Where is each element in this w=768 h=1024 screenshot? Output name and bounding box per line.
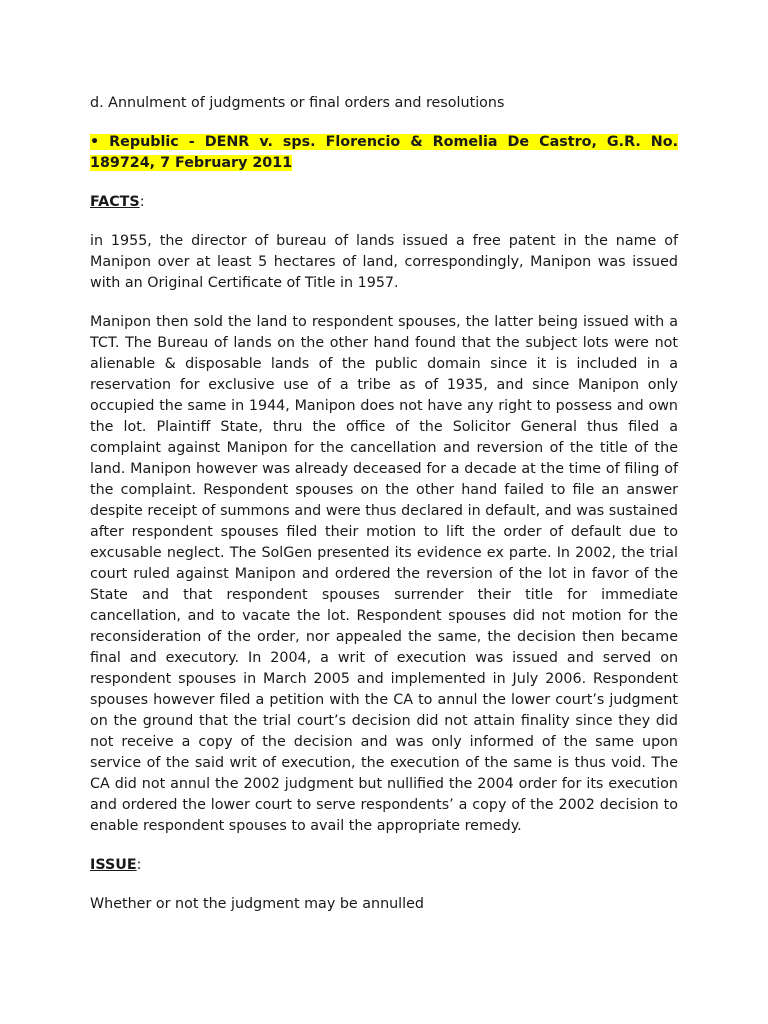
facts-paragraph-2: Manipon then sold the land to respondent spouses, the latter being issued with a TCT. The Bureau of lands on the other hand found that the subject lots were not alienable & disposable lands of the public domain since it is included in a reservation for exclusive use of a tribe as of 1935, and since Manipon only occupied the same in 1944, Manipon does not have any right to possess and own the lot. Plaintiff State, thru the office of the Solicitor General thus filed a complaint against Manipon for the cancellation and reversion of the title of the land. Manipon however was already deceased for a decade at the time of filing of the complaint. Respondent spouses on the other hand failed to file an answer despite receipt of summons and were thus declared in default, and was sustained after respondent spouses filed their motion to lift the order of default due to excusable neglect. The SolGen presented its evidence ex parte. In 2002, the trial court ruled against Manipon and ordered the reversion of the lot in favor of the State and that respondent spouses surrender their title for immediate cancellation, and to vacate the lot. Respondent spouses did not motion for the reconsideration of the order, nor appealed the same, the decision then became final and executory. In 2004, a writ of execution was issued and served on respondent spouses in March 2005 and implemented in July 2006. Respondent spouses however filed a petition with the CA to annul the lower court’s judgment on the ground that the trial court’s decision did not attain finality since they did not receive a copy of the decision and was only informed of the same upon service of the said writ of execution, the execution of the same is thus void. The CA did not annul the 2002 judgment but nullified the 2004 order for its execution and ordered the lower court to serve respondents’ a copy of the 2002 decision to enable respondent spouses to avail the appropriate remedy. [90,314,678,834]
facts-colon: : [139,194,145,210]
facts-paragraph-1: in 1955, the director of bureau of lands issued a free patent in the name of Manipon over at least 5 hectares of land, correspondingly, Manipon was issued with an Original Certificate of Title in 1957. [90,233,678,291]
document-page [90,93,678,933]
issue-heading [90,855,678,876]
issue-label: ISSUE [90,857,137,873]
case-title [90,132,678,174]
case-title-highlight: • Republic - DENR v. sps. Florencio & Romelia De Castro, G.R. No. 189724, 7 February 2011 [90,134,678,171]
facts-heading [90,192,678,213]
issue-colon: : [136,857,142,873]
issue-text: Whether or not the judgment may be annulled [90,896,425,912]
section-heading: d. Annulment of judgments or final orders and resolutions [90,95,505,111]
facts-label: FACTS [90,194,140,210]
